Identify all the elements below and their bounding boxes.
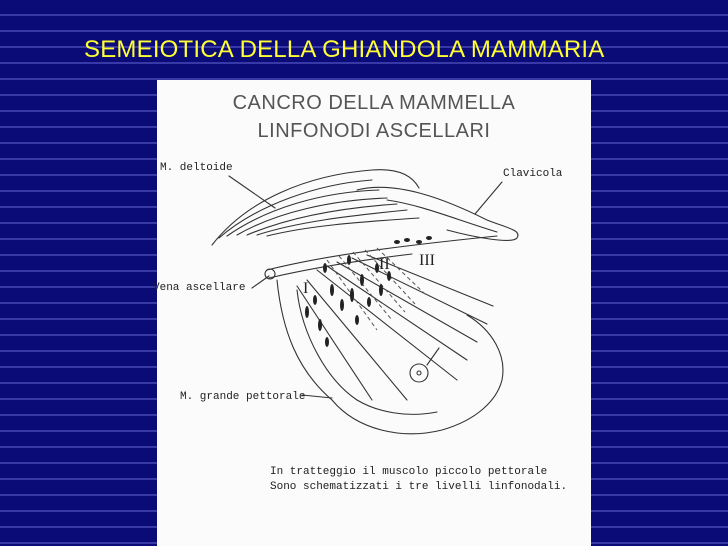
caption-line-1: In tratteggio il muscolo piccolo pettorale bbox=[270, 466, 548, 478]
label-clavicle: Clavicola bbox=[503, 168, 563, 180]
level-1-marker: I bbox=[303, 280, 309, 297]
level-2-marker: II bbox=[379, 256, 390, 273]
label-deltoid: M. deltoide bbox=[160, 162, 233, 174]
label-pectoralis-major: M. grande pettorale bbox=[180, 391, 306, 403]
slide-title: SEMEIOTICA DELLA GHIANDOLA MAMMARIA bbox=[84, 36, 605, 63]
figure-title: CANCRO DELLA MAMMELLA bbox=[232, 92, 516, 114]
label-axillary-vein: Vena ascellare bbox=[153, 282, 246, 294]
anatomy-illustration bbox=[153, 80, 591, 546]
figure-subtitle: LINFONODI ASCELLARI bbox=[257, 120, 491, 142]
level-3-marker: III bbox=[419, 252, 435, 269]
caption-line-2: Sono schematizzati i tre livelli linfonodali. bbox=[270, 481, 568, 493]
